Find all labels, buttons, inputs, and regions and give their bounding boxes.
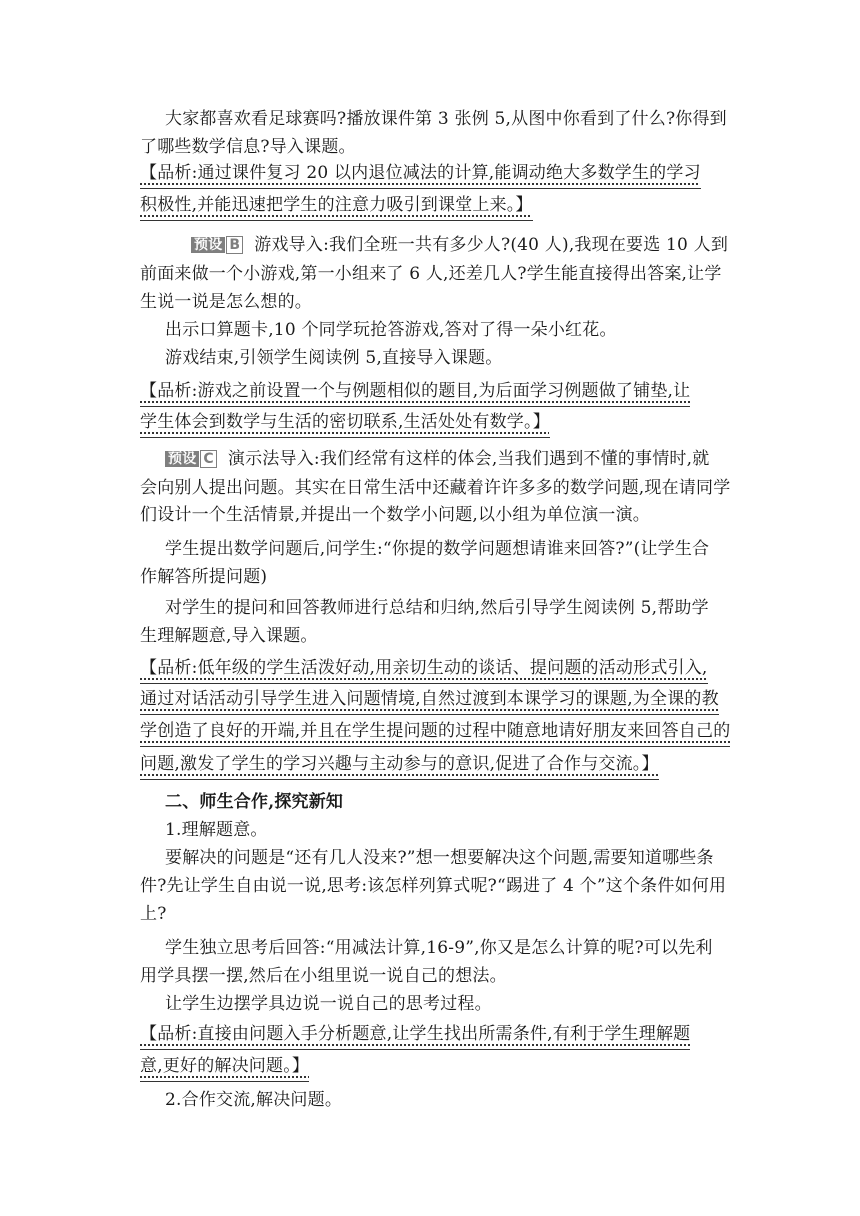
analysis-text: 问题,激发了学生的学习兴趣与主动参与的意识,促进了合作与交流。】 bbox=[140, 753, 659, 780]
preset-c-line bbox=[162, 447, 762, 471]
analysis-line bbox=[140, 193, 740, 221]
analysis-line bbox=[140, 379, 740, 407]
paragraph-text: 游戏导入:我们全班一共有多少人?(40 人),我现在要选 10 人到 bbox=[254, 235, 729, 255]
paragraph-line: 游戏结束,引领学生阅读例 5,直接导入课题。 bbox=[165, 348, 503, 368]
paragraph-line: 生说一说是怎么想的。 bbox=[140, 292, 312, 312]
paragraph-line: 上? bbox=[140, 904, 167, 924]
analysis-text: 学创造了良好的开端,并且在学生提问题的过程中随意地请好朋友来回答自己的 bbox=[140, 720, 730, 747]
analysis-text: 积极性,并能迅速把学生的注意力吸引到课堂上来。】 bbox=[140, 194, 533, 221]
subsection-heading: 1.理解题意。 bbox=[165, 820, 268, 840]
analysis-line bbox=[140, 752, 740, 780]
analysis-line bbox=[140, 1022, 740, 1050]
paragraph-line: 会向别人提出问题。其实在日常生活中还藏着许许多多的数学问题,现在请同学 bbox=[140, 478, 731, 498]
analysis-text: 【品析:低年级的学生活泼好动,用亲切生动的谈话、提问题的活动形式引入, bbox=[140, 657, 708, 684]
analysis-line bbox=[140, 161, 740, 189]
analysis-line bbox=[140, 1054, 740, 1082]
analysis-text: 【品析:直接由问题入手分析题意,让学生找出所需条件,有利于学生理解题 bbox=[140, 1023, 690, 1050]
preset-c-badge: 预设 C bbox=[162, 450, 220, 468]
analysis-text: 【品析:通过课件复习 20 以内退位减法的计算,能调动绝大多数学生的学习 bbox=[140, 162, 701, 189]
paragraph-line: 用学具摆一摆,然后在小组里说一说自己的想法。 bbox=[140, 966, 507, 986]
paragraph-line: 要解决的问题是“还有几人没来?”想一想要解决这个问题,需要知道哪些条 bbox=[165, 848, 714, 868]
paragraph-line: 件?先让学生自由说一说,思考:该怎样列算式呢?“踢进了 4 个”这个条件如何用 bbox=[140, 876, 727, 896]
paragraph-line: 对学生的提问和回答教师进行总结和归纳,然后引导学生阅读例 5,帮助学 bbox=[165, 598, 709, 618]
paragraph-line: 作解答所提问题) bbox=[140, 567, 268, 587]
analysis-line bbox=[140, 656, 740, 684]
analysis-line bbox=[140, 687, 740, 715]
paragraph-line: 了哪些数学信息?导入课题。 bbox=[140, 137, 356, 157]
analysis-text: 通过对话活动引导学生进入问题情境,自然过渡到本课学习的课题,为全课的教 bbox=[140, 688, 719, 715]
paragraph-line: 让学生边摆学具边说一说自己的思考过程。 bbox=[165, 994, 492, 1014]
analysis-text: 学生体会到数学与生活的密切联系,生活处处有数学。】 bbox=[140, 411, 550, 438]
analysis-text: 【品析:游戏之前设置一个与例题相似的题目,为后面学习例题做了铺垫,让 bbox=[140, 380, 690, 407]
paragraph-line: 们设计一个生活情景,并提出一个数学小问题,以小组为单位演一演。 bbox=[140, 505, 651, 525]
preset-b-line bbox=[188, 233, 788, 257]
paragraph-line: 前面来做一个小游戏,第一小组来了 6 人,还差几人?学生能直接得出答案,让学 bbox=[140, 264, 722, 284]
analysis-line bbox=[140, 410, 740, 438]
paragraph-line: 学生提出数学问题后,问学生:“你提的数学问题想请谁来回答?”(让学生合 bbox=[165, 539, 710, 559]
subsection-heading: 2.合作交流,解决问题。 bbox=[165, 1090, 343, 1110]
paragraph-line: 生理解题意,导入课题。 bbox=[140, 626, 318, 646]
section-heading: 二、师生合作,探究新知 bbox=[165, 792, 344, 812]
preset-b-badge: 预设 B bbox=[188, 236, 246, 254]
analysis-text: 意,更好的解决问题。】 bbox=[140, 1055, 309, 1082]
paragraph-text: 演示法导入:我们经常有这样的体会,当我们遇到不懂的事情时,就 bbox=[227, 449, 710, 469]
paragraph-line: 大家都喜欢看足球赛吗?播放课件第 3 张例 5,从图中你看到了什么?你得到 bbox=[165, 109, 727, 129]
paragraph-line: 出示口算题卡,10 个同学玩抢答游戏,答对了得一朵小红花。 bbox=[165, 320, 617, 340]
paragraph-line: 学生独立思考后回答:“用减法计算,16-9”,你又是怎么计算的呢?可以先利 bbox=[165, 938, 713, 958]
analysis-line bbox=[140, 719, 740, 747]
